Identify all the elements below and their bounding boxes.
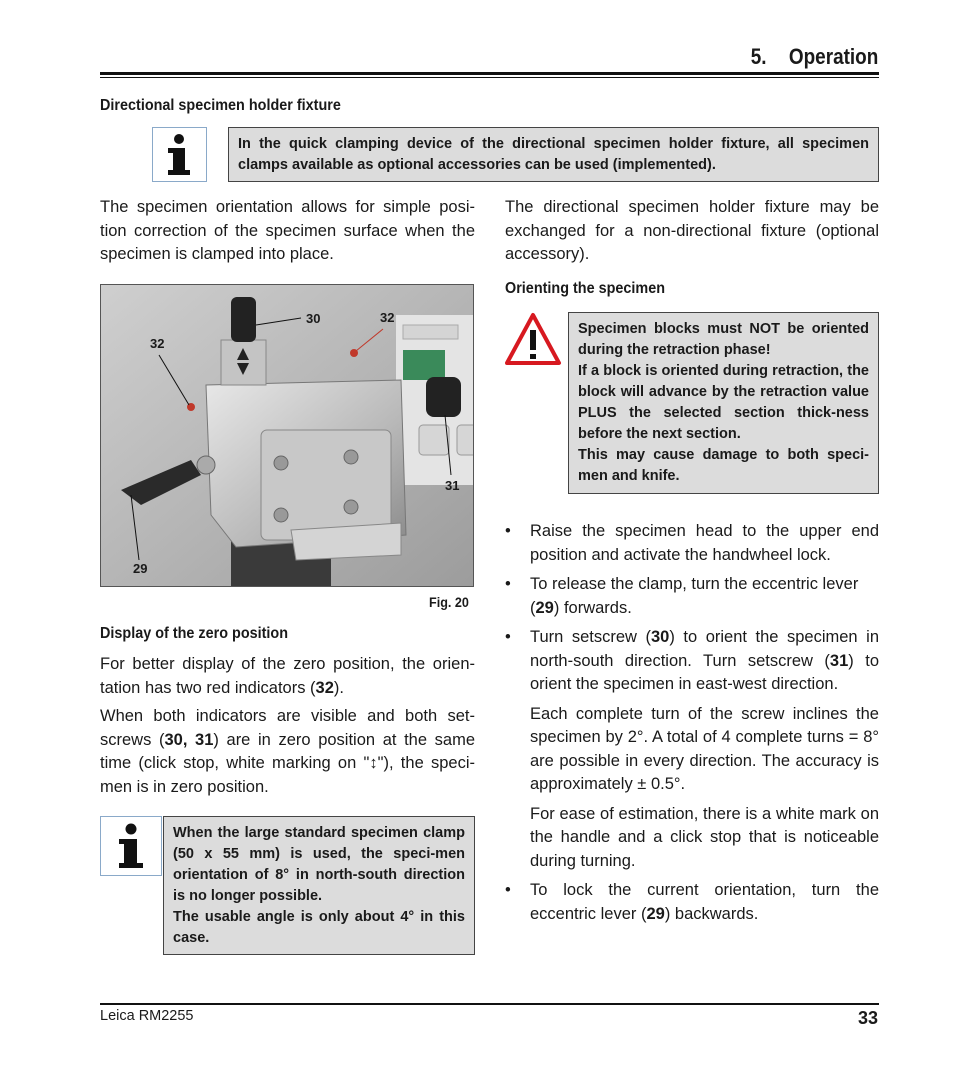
step-lock-orientation (505, 879, 879, 926)
step-3-ref-30: 30 (651, 628, 670, 646)
info-note-large-clamp (163, 816, 475, 955)
zero-p1-end: ). (333, 678, 344, 697)
page-number: 33 (857, 1008, 878, 1028)
step-3-end: ) to orient the specimen in east-west direction. (530, 651, 879, 693)
step-3-text: Turn setscrew ( (530, 628, 651, 646)
step-2-text: To release the clamp, turn the eccentric lever ( (530, 575, 859, 617)
step-3-mid: ) to orient the specimen in north-south direction. Turn setscrew ( (530, 628, 879, 670)
note2-text-b: The usable angle is only about 4° in this case. (173, 909, 465, 946)
zero-p2-text: When both indicators are visible and both set-screws ( (100, 707, 475, 749)
callout-30: 30 (306, 311, 321, 326)
callout-32-right: 32 (380, 310, 395, 325)
bullet: • (505, 628, 511, 646)
warning-text-c: This may cause damage to both speci-men and knife. (578, 447, 869, 484)
step-3-ref-31: 31 (829, 651, 849, 670)
info-icon (152, 127, 207, 182)
right-intro-text: The directional specimen holder fixture may be exchanged for a non-directional fixture (optional accessory). (505, 198, 879, 263)
heading-zero-position: Display of the zero position (100, 625, 289, 642)
step-2-ref: 29 (535, 598, 554, 617)
left-intro-text: The specimen orientation allows for simple posi-tion correction of the specimen surface when the specimen is clamped into place. (100, 198, 475, 263)
zero-p2-end: ) are in zero position at the same time (click stop, white marking on "↕"), the speci-men is in zero position. (100, 730, 475, 796)
figure-caption: Fig. 20 (429, 594, 469, 610)
heading-orienting: Orienting the specimen (505, 280, 666, 297)
heading-directional-fixture: Directional specimen holder fixture (100, 97, 341, 114)
zero-p2-ref: 30, 31 (164, 730, 214, 749)
warning-note-retraction (568, 312, 879, 494)
section-number: 5. (750, 44, 767, 69)
section-title: Operation (788, 44, 878, 69)
step-turn-setscrew (505, 626, 879, 873)
info-note-clamps: In the quick clamping device of the directional specimen holder fixture, all specimen clamps available as optional accessories can be used (implemented). (228, 127, 879, 182)
zero-paragraph-1 (100, 653, 475, 700)
header-rule (100, 72, 879, 75)
orient-steps (505, 520, 879, 932)
bullet: • (505, 522, 511, 540)
footer-product: Leica RM2255 (100, 1008, 194, 1024)
step-raise-head (505, 520, 879, 567)
step-2-end: ) forwards. (553, 598, 632, 617)
callout-29: 29 (133, 561, 148, 576)
step-4-end: ) backwards. (664, 904, 759, 923)
header-rule-thin (100, 77, 879, 78)
warning-text-b: If a block is oriented during retraction, the block will advance by the retraction value PLUS the selected section thick-ness before the next section. (578, 363, 869, 442)
zero-p1-ref: 32 (315, 678, 334, 697)
step-3-estimation: For ease of estimation, there is a white mark on the handle and a click stop that is noticeable during turning. (530, 804, 879, 870)
callout-32-left: 32 (150, 336, 165, 351)
bullet: • (505, 881, 511, 899)
warning-text-a: Specimen blocks must NOT be oriented during the retraction phase! (578, 321, 869, 358)
step-1-text: Raise the specimen head to the upper end position and activate the handwheel lock. (530, 522, 879, 564)
step-4-text: To lock the current orientation, turn the eccentric lever ( (530, 881, 879, 923)
zero-p1-text: For better display of the zero position, the orien-tation has two red indicators ( (100, 655, 475, 697)
info-icon-2 (100, 816, 162, 876)
warning-icon (504, 312, 562, 366)
step-4-ref: 29 (646, 904, 665, 923)
bullet: • (505, 575, 511, 593)
zero-paragraph-2 (100, 705, 475, 799)
note2-text-a: When the large standard specimen clamp (50 x 55 mm) is used, the speci-men orientation of 8° in north-south direction is no longer possible. (173, 825, 465, 904)
callout-31: 31 (445, 478, 460, 493)
step-3-detail: Each complete turn of the screw inclines the specimen by 2°. A total of 4 complete turns = 8° are possible in every direction. The accuracy is approximately ± 0.5°. (530, 704, 879, 793)
section-header (750, 44, 878, 70)
figure-specimen-holder (100, 284, 474, 587)
step-release-clamp (505, 573, 879, 620)
footer-rule (100, 1003, 879, 1005)
